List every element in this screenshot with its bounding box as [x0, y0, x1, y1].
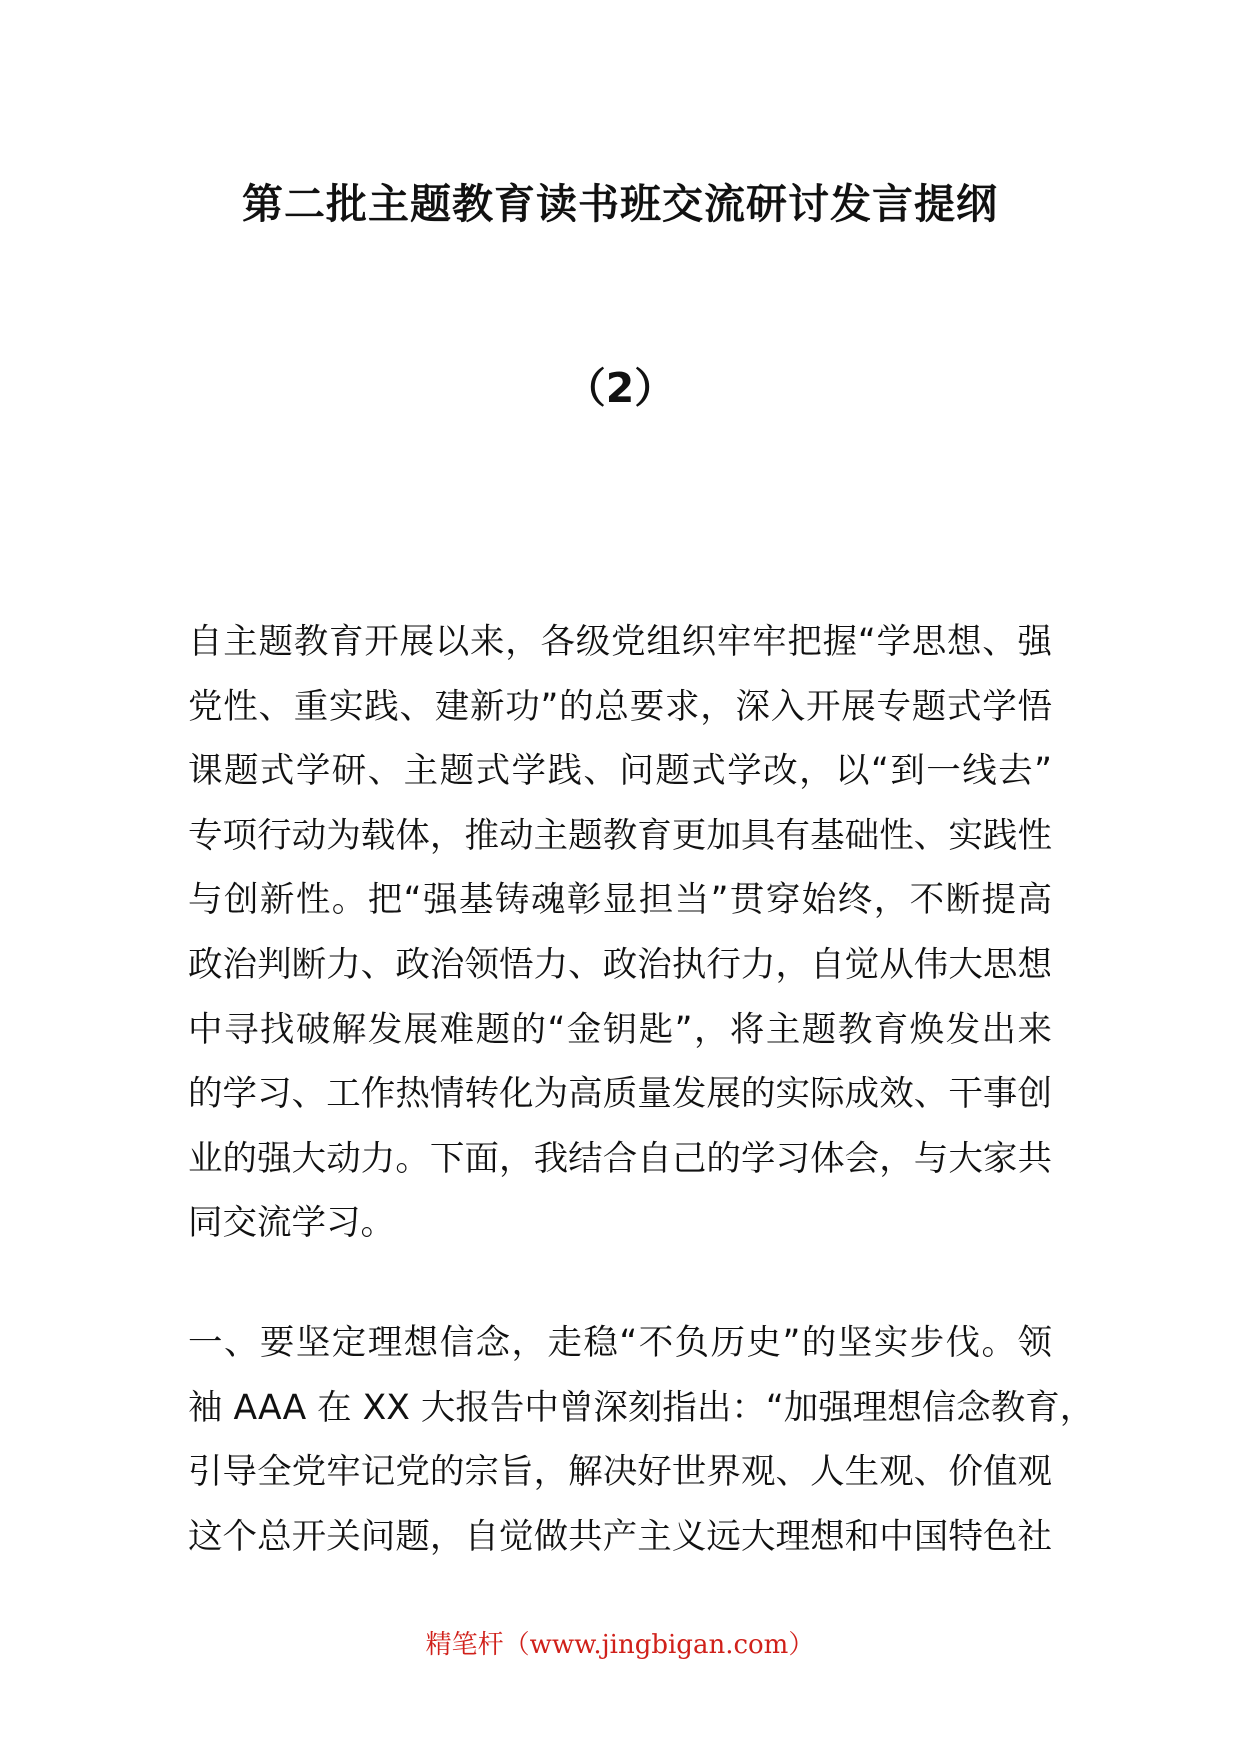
- document-subtitle: （2）: [564, 364, 676, 412]
- paragraph-line: 业的强大动力。下面，我结合自己的学习体会，与大家共: [188, 1138, 1052, 1179]
- paragraph-line: 同交流学习。: [188, 1203, 395, 1244]
- paragraph-line: 袖 AAA 在 XX 大报告中曾深刻指出：“加强理想信念教育，: [188, 1387, 1095, 1428]
- paragraph-section-one: [188, 1311, 1095, 1569]
- paragraph-line: 这个总开关问题，自觉做共产主义远大理想和中国特色社: [188, 1516, 1052, 1557]
- footer-watermark-link[interactable]: 精笔杆（www.jingbigan.com）: [425, 1630, 815, 1660]
- paragraph-line: 一、要坚定理想信念，走稳“不负历史”的坚实步伐。领: [188, 1323, 1052, 1363]
- paragraph-line: 政治判断力、政治领悟力、政治执行力，自觉从伟大思想: [188, 944, 1052, 985]
- paragraph-line: 专项行动为载体，推动主题教育更加具有基础性、实践性: [188, 815, 1052, 856]
- paragraph-line: 自主题教育开展以来，各级党组织牢牢把握“学思想、强: [188, 622, 1052, 662]
- paragraph-line: 与创新性。把“强基铸魂彰显担当”贯穿始终，不断提高: [188, 880, 1052, 921]
- paragraph-line: 课题式学研、主题式学践、问题式学改，以“到一线去”: [188, 751, 1052, 792]
- paragraph-line: 党性、重实践、建新功”的总要求，深入开展专题式学悟: [188, 686, 1052, 727]
- paragraph-line: 引导全党牢记党的宗旨，解决好世界观、人生观、价值观: [188, 1452, 1052, 1493]
- paragraph-line: 中寻找破解发展难题的“金钥匙”，将主题教育焕发出来: [188, 1009, 1052, 1050]
- paragraph-line: 的学习、工作热情转化为高质量发展的实际成效、干事创: [188, 1074, 1052, 1115]
- document-title: 第二批主题教育读书班交流研讨发言提纲: [242, 180, 998, 228]
- paragraph-intro: [188, 610, 1052, 1256]
